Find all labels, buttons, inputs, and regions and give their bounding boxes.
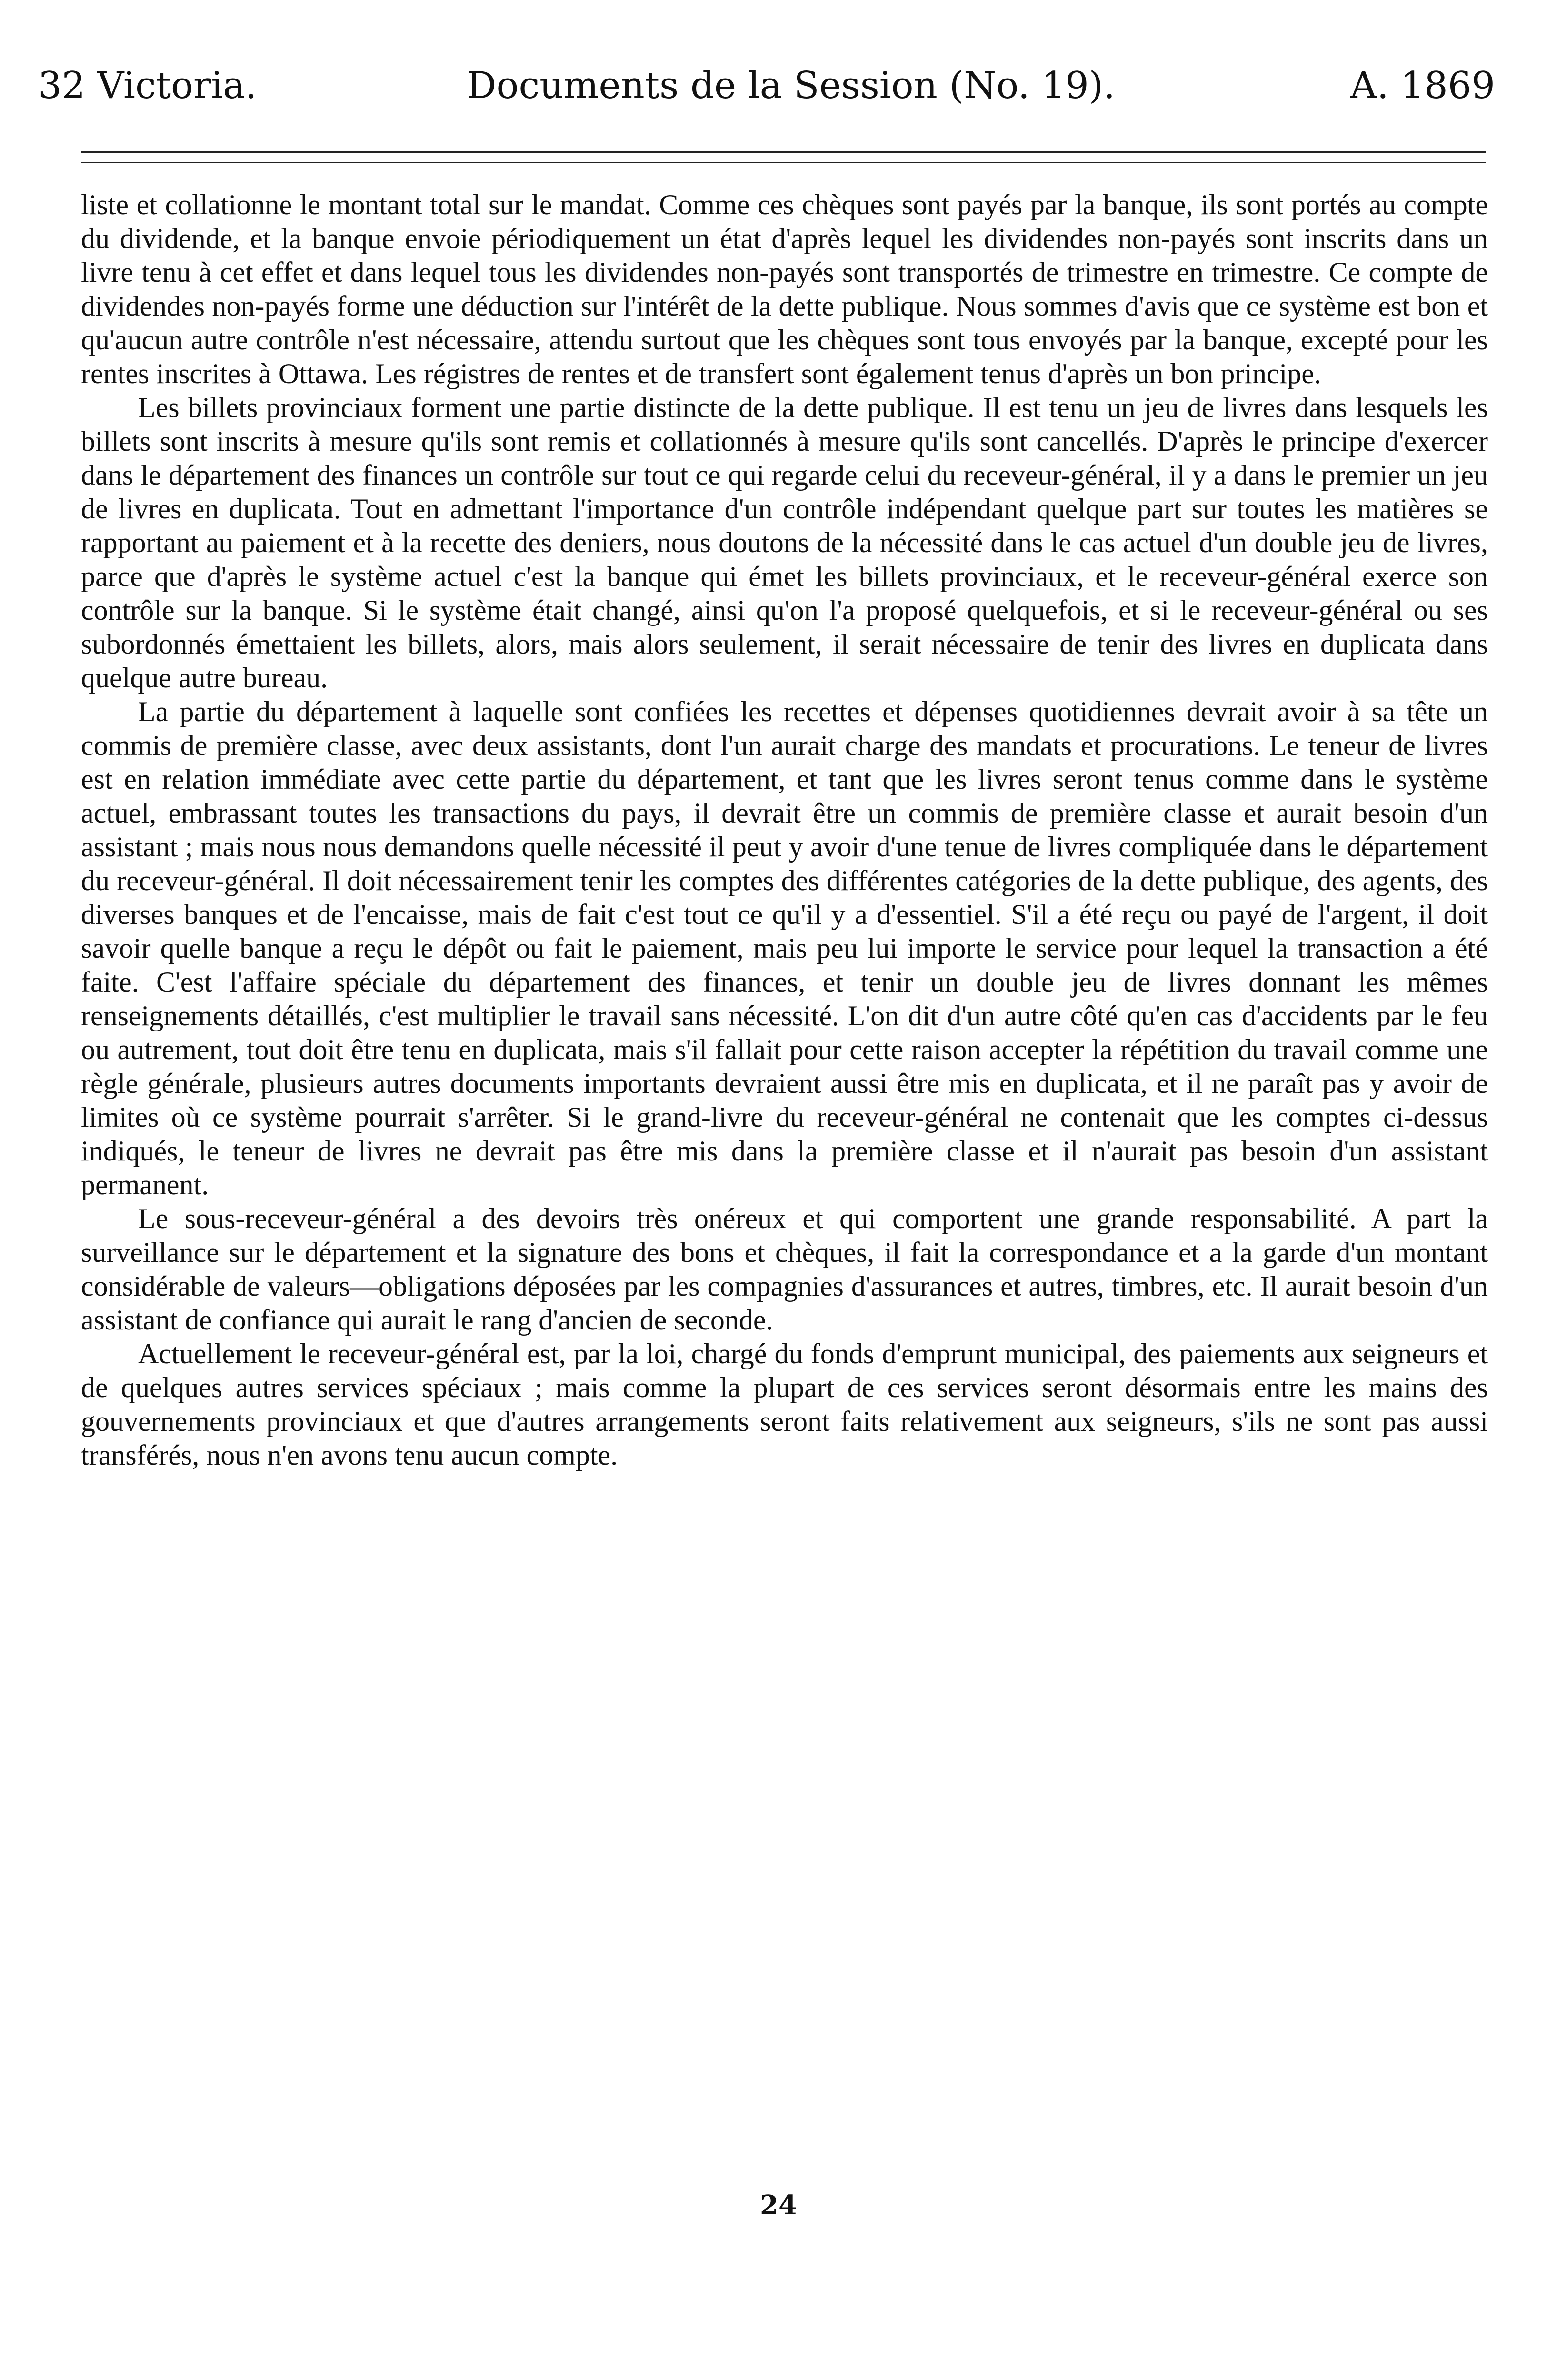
body-text [81, 188, 1488, 1472]
header-year: A. 1869 [1350, 64, 1495, 107]
paragraph-fonds-emprunt: Actuellement le receveur-général est, par la loi, chargé du fonds d'emprunt municipal, des paiements aux seigneurs et de quelques autres services spéciaux ; mais comme la plupart de ces services seront désormais entre les mains des gouvernements provinciaux et que d'autres arrangements seront faits relativement aux seigneurs, s'ils ne sont pas aussi transférés, nous n'en avons tenu aucun compte. [81, 1338, 1488, 1471]
paragraph-recettes-depenses: La partie du département à laquelle sont confiées les recettes et dépenses quotidiennes devrait avoir à sa tête un commis de première classe, avec deux assistants, dont l'un aurait charge des mandats et procurations. Le teneur de livres est en relation immédiate avec cette partie du département, et tant que les livres seront tenus comme dans le système actuel, embrassant toutes les transactions du pays, il devrait être un commis de première classe et aurait besoin d'un assistant ; mais nous nous demandons quelle nécessité il peut y avoir d'une tenue de livres compliquée dans le département du receveur-général. Il doit nécessairement tenir les comptes des différentes catégories de la dette publique, des agents, des diverses banques et de l'encaisse, mais de fait c'est tout ce qu'il y a d'essentiel. S'il a été reçu ou payé de l'argent, il doit savoir quelle banque a reçu le dépôt ou fait le paiement, mais peu lui importe le service pour lequel la transaction a été faite. C'est l'affaire spéciale du département des finances, et tenir un double jeu de livres donnant les mêmes renseignements détaillés, c'est multiplier le travail sans nécessité. L'on dit d'un autre côté qu'en cas d'accidents par le feu ou autrement, tout doit être tenu en duplicata, mais s'il fallait pour cette raison accepter la répétition du travail comme une règle générale, plusieurs autres documents importants devraient aussi être mis en duplicata, et il ne paraît pas y avoir de limites où ce système pourrait s'arrêter. Si le grand-livre du receveur-général ne contenait que les comptes ci-dessus indiqués, le teneur de livres ne devrait pas être mis dans la première classe et il n'aurait pas besoin d'un assistant permanent. [81, 696, 1488, 1200]
header-title: Documents de la Session (No. 19). [467, 64, 1115, 107]
paragraph-continuation: liste et collationne le montant total sur le mandat. Comme ces chèques sont payés par la banque, ils sont portés au compte du dividende, et la banque envoie périodiquement un état d'après lequel les dividendes non-payés sont inscrits dans un livre tenu à cet effet et dans lequel tous les dividendes non-payés sont transportés de trimestre en trimestre. Ce compte de dividendes non-payés forme une déduction sur l'intérêt de la dette publique. Nous sommes d'avis que ce système est bon et qu'aucun autre contrôle n'est nécessaire, attendu surtout que les chèques sont tous envoyés par la banque, excepté pour les rentes inscrites à Ottawa. Les régistres de rentes et de transfert sont également tenus d'après un bon principe. [81, 189, 1488, 389]
running-header [38, 55, 1495, 117]
header-rule-top [81, 151, 1486, 153]
paragraph-billets-provinciaux: Les billets provinciaux forment une partie distincte de la dette publique. Il est tenu un jeu de livres dans lesquels les billets sont inscrits à mesure qu'ils sont remis et collationnés à mesure qu'ils sont cancellés. D'après le principe d'exercer dans le département des finances un contrôle sur tout ce qui regarde celui du receveur-général, il y a dans le premier un jeu de livres en duplicata. Tout en admettant l'importance d'un contrôle indépendant quelque part sur toutes les matières se rapportant au paiement et à la recette des deniers, nous doutons de la nécessité dans le cas actuel d'un double jeu de livres, parce que d'après le système actuel c'est la banque qui émet les billets provinciaux, et le receveur-général exerce son contrôle sur la banque. Si le système était changé, ainsi qu'on l'a proposé quelquefois, et si le receveur-général ou ses subordonnés émettaient les billets, alors, mais alors seulement, il serait nécessaire de tenir des livres en duplicata dans quelque autre bureau. [81, 392, 1488, 694]
paragraph-sous-receveur: Le sous-receveur-général a des devoirs très onéreux et qui comportent une grande responsabilité. A part la surveillance sur le département et la signature des bons et chèques, il fait la correspondance et a la garde d'un montant considérable de valeurs—obligations déposées par les compagnies d'assurances et autres, timbres, etc. Il aurait besoin d'un assistant de confiance qui aurait le rang d'ancien de seconde. [81, 1203, 1488, 1336]
header-rule-bottom [81, 162, 1486, 163]
header-volume: 32 Victoria. [38, 64, 257, 107]
page-number: 24 [760, 2190, 797, 2221]
